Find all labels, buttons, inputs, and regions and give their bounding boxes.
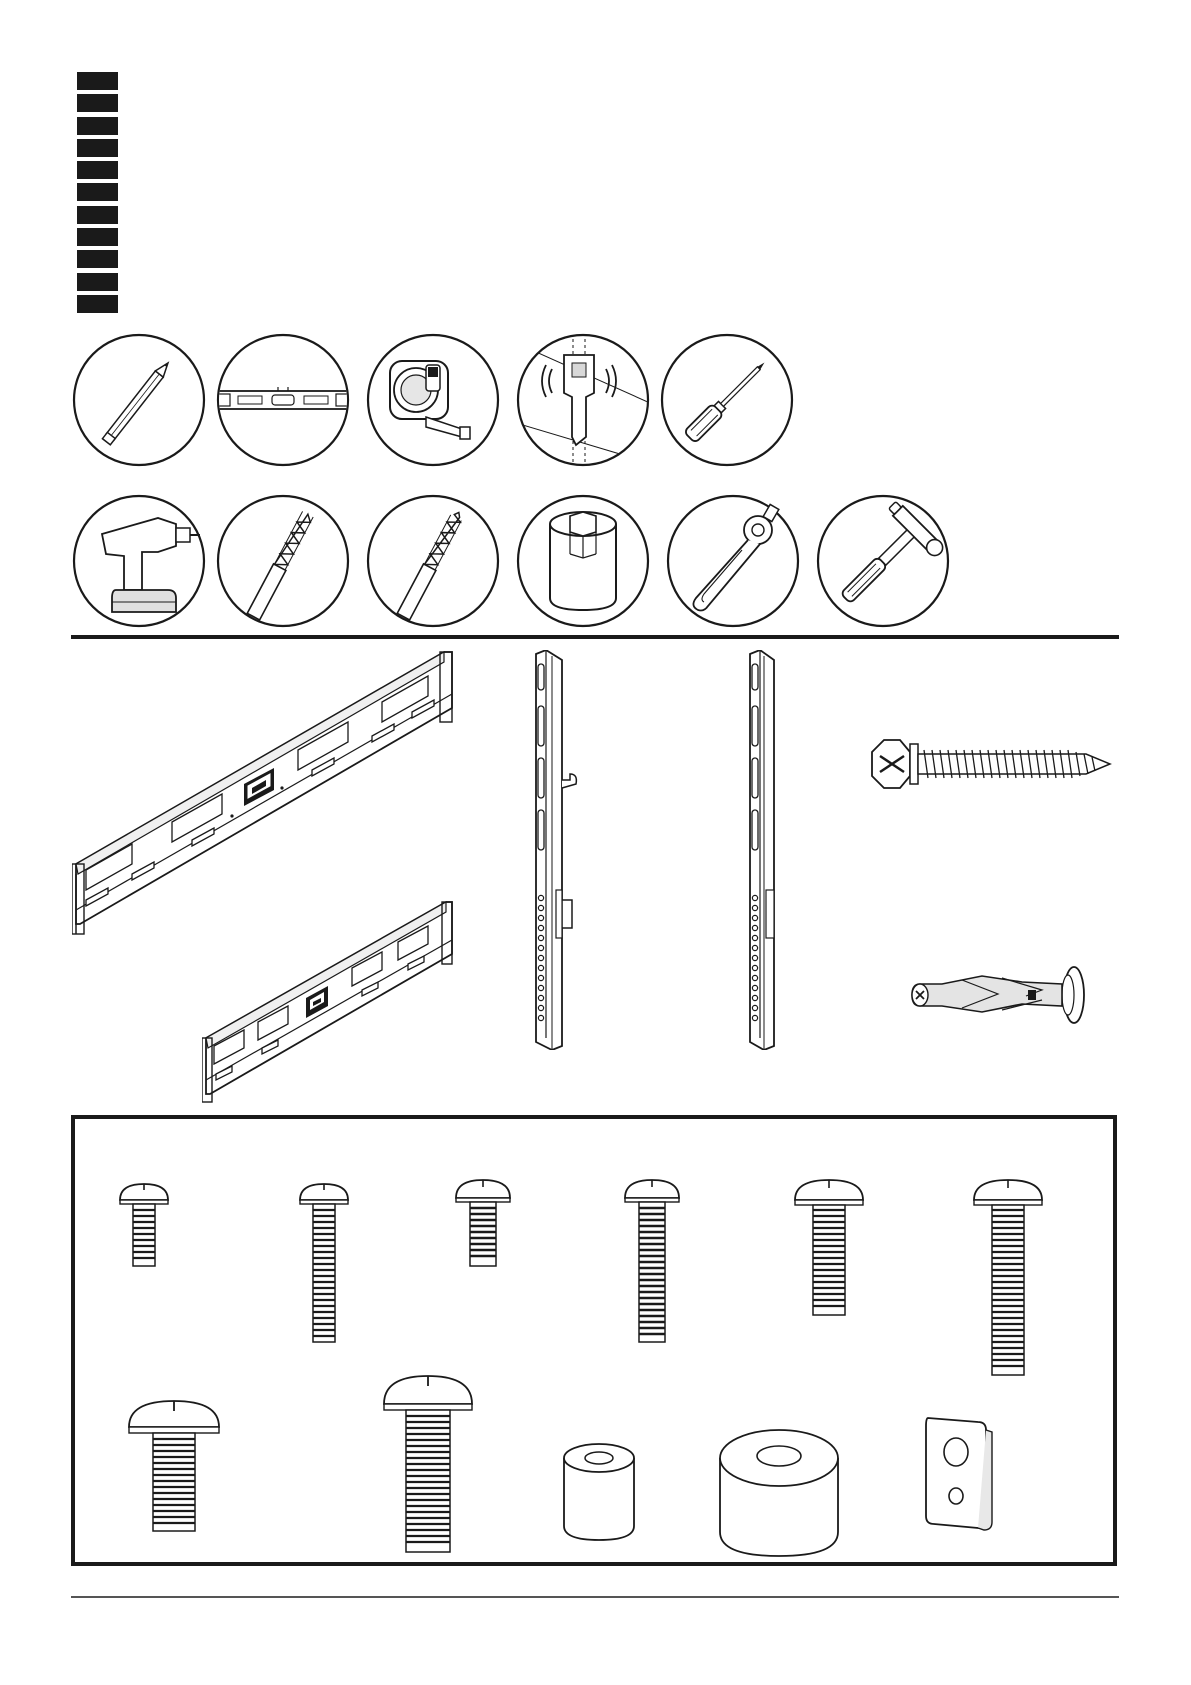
bolt-m8-long-icon [380, 1370, 476, 1556]
spacer-small-icon [560, 1440, 638, 1544]
hex-socket-icon [516, 494, 650, 628]
footer-divider [71, 1596, 1119, 1598]
wall-anchor-icon [902, 960, 1102, 1030]
language-tabs [77, 72, 118, 317]
wall-plate-large-icon [72, 648, 462, 938]
stud-finder-icon [516, 333, 650, 467]
bolt-m6-short-icon [791, 1176, 867, 1320]
language-tab[interactable] [77, 72, 118, 90]
language-tab[interactable] [77, 161, 118, 179]
bolt-m5-long-icon [621, 1176, 683, 1346]
language-tab[interactable] [77, 117, 118, 135]
language-tab[interactable] [77, 139, 118, 157]
language-tab[interactable] [77, 273, 118, 291]
language-tab[interactable] [77, 295, 118, 313]
spirit-level-icon [216, 333, 350, 467]
language-tab[interactable] [77, 183, 118, 201]
bolt-m5-short-icon [452, 1176, 514, 1270]
bolt-m8-short-icon [125, 1395, 223, 1535]
spacer-large-icon [716, 1426, 842, 1560]
locking-plate-icon [920, 1412, 996, 1534]
pencil-icon [72, 333, 206, 467]
bolt-m6-long-icon [970, 1176, 1046, 1380]
lag-bolt-icon [866, 732, 1116, 804]
power-drill-icon [72, 494, 206, 628]
drill-bit-masonry-icon [366, 494, 500, 628]
bolt-m4-short-icon [116, 1180, 172, 1270]
language-tab[interactable] [77, 206, 118, 224]
drill-bit-wood-icon [216, 494, 350, 628]
hammer-icon [816, 494, 950, 628]
tape-measure-icon [366, 333, 500, 467]
screwdriver-icon [660, 333, 794, 467]
wall-plate-small-icon [202, 898, 462, 1118]
language-tab[interactable] [77, 228, 118, 246]
vertical-bracket-right-icon [742, 650, 802, 1050]
bolt-m4-long-icon [296, 1180, 352, 1346]
parts-section [0, 640, 1191, 1120]
language-tab[interactable] [77, 250, 118, 268]
socket-wrench-icon [666, 494, 800, 628]
section-divider [71, 635, 1119, 639]
language-tab[interactable] [77, 94, 118, 112]
vertical-bracket-left-icon [526, 650, 596, 1050]
